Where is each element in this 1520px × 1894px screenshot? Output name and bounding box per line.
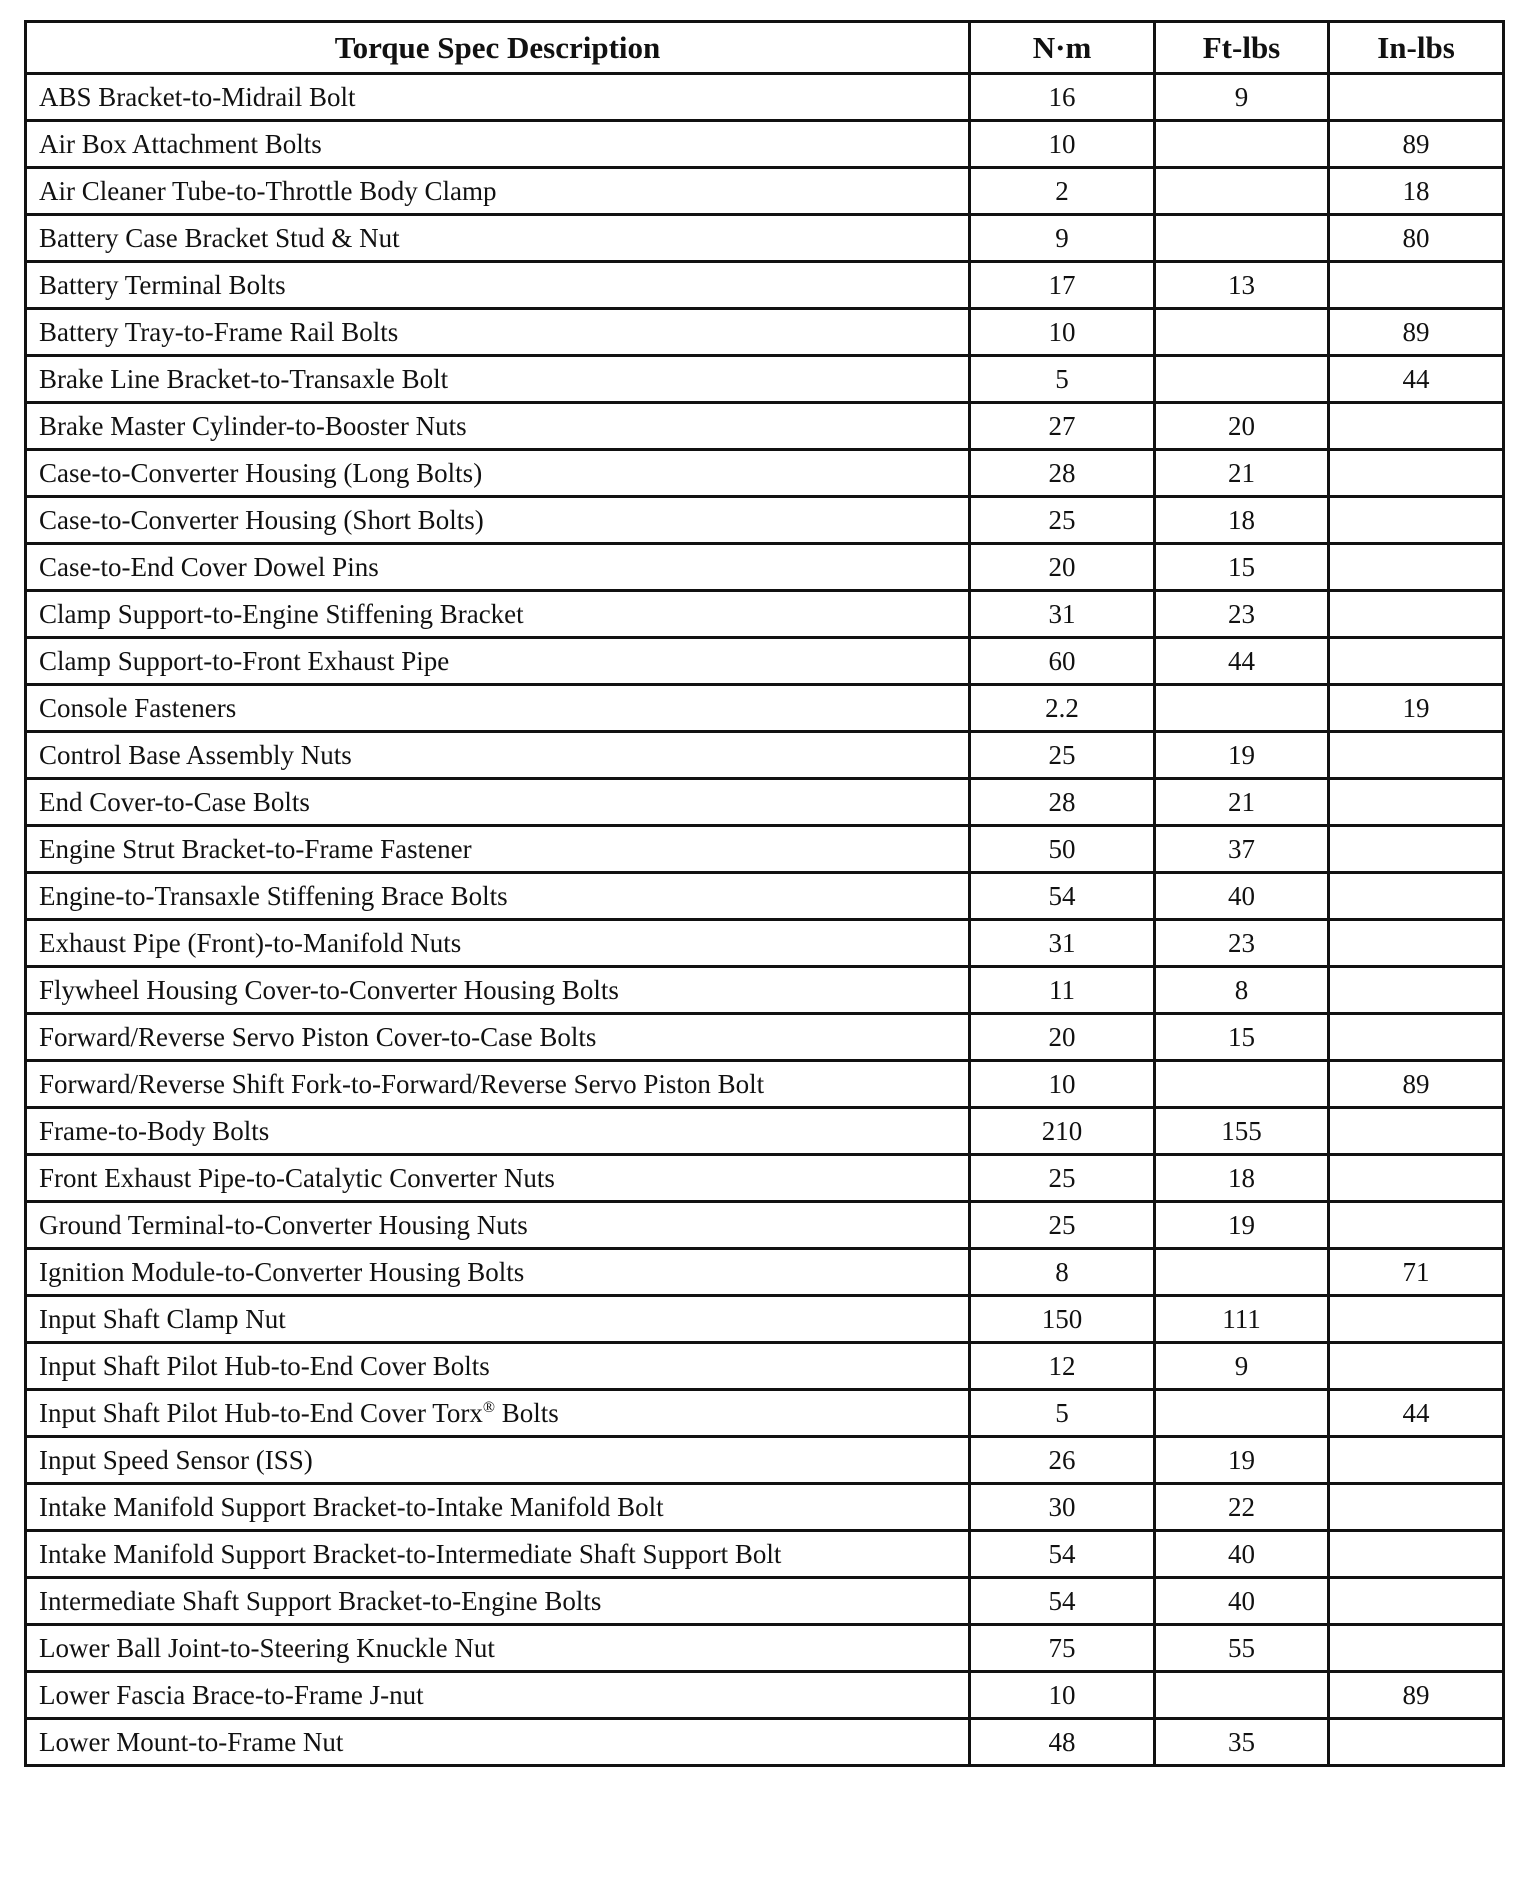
cell-ftlbs: 55	[1155, 1625, 1329, 1672]
description-text: Console Fasteners	[39, 692, 237, 723]
table-row	[26, 1249, 1504, 1296]
cell-nm: 20	[970, 1014, 1155, 1061]
cell-nm: 17	[970, 262, 1155, 309]
table-row	[26, 1531, 1504, 1578]
description-text: Air Box Attachment Bolts	[39, 128, 322, 159]
cell-inlbs	[1329, 1531, 1504, 1578]
cell-ftlbs	[1155, 1249, 1329, 1296]
cell-inlbs	[1329, 403, 1504, 450]
cell-description	[26, 1155, 970, 1202]
cell-ftlbs: 37	[1155, 826, 1329, 873]
table-row	[26, 1061, 1504, 1108]
table-row	[26, 497, 1504, 544]
header-nm: N·m	[970, 22, 1155, 74]
cell-description	[26, 74, 970, 121]
cell-description	[26, 1343, 970, 1390]
cell-inlbs: 89	[1329, 1672, 1504, 1719]
cell-inlbs	[1329, 450, 1504, 497]
table-row	[26, 1296, 1504, 1343]
table-row	[26, 1672, 1504, 1719]
cell-ftlbs: 23	[1155, 920, 1329, 967]
table-row	[26, 544, 1504, 591]
cell-nm: 8	[970, 1249, 1155, 1296]
cell-description	[26, 309, 970, 356]
table-row	[26, 262, 1504, 309]
description-text: Engine Strut Bracket-to-Frame Fastener	[39, 833, 472, 864]
description-text: Battery Terminal Bolts	[39, 269, 286, 300]
cell-inlbs	[1329, 1719, 1504, 1766]
cell-nm: 10	[970, 1672, 1155, 1719]
cell-nm: 27	[970, 403, 1155, 450]
cell-description	[26, 638, 970, 685]
description-text: Lower Mount-to-Frame Nut	[39, 1726, 344, 1757]
table-header-row	[26, 22, 1504, 74]
cell-nm: 31	[970, 591, 1155, 638]
description-text: Battery Tray-to-Frame Rail Bolts	[39, 316, 399, 347]
cell-nm: 25	[970, 1202, 1155, 1249]
cell-nm: 2.2	[970, 685, 1155, 732]
cell-ftlbs	[1155, 356, 1329, 403]
cell-ftlbs: 35	[1155, 1719, 1329, 1766]
header-inlbs: In-lbs	[1329, 22, 1504, 74]
cell-description	[26, 1014, 970, 1061]
cell-inlbs	[1329, 544, 1504, 591]
cell-description	[26, 1249, 970, 1296]
table-row	[26, 74, 1504, 121]
cell-ftlbs: 21	[1155, 779, 1329, 826]
cell-inlbs	[1329, 1578, 1504, 1625]
table-row	[26, 403, 1504, 450]
cell-description	[26, 779, 970, 826]
cell-ftlbs	[1155, 685, 1329, 732]
cell-ftlbs	[1155, 309, 1329, 356]
cell-ftlbs: 18	[1155, 1155, 1329, 1202]
description-text: Case-to-Converter Housing (Long Bolts)	[39, 457, 483, 488]
table-row	[26, 1578, 1504, 1625]
cell-description	[26, 356, 970, 403]
cell-description	[26, 450, 970, 497]
description-text: Air Cleaner Tube-to-Throttle Body Clamp	[39, 175, 497, 206]
description-text: Clamp Support-to-Front Exhaust Pipe	[39, 645, 450, 676]
cell-inlbs: 19	[1329, 685, 1504, 732]
description-text: Exhaust Pipe (Front)-to-Manifold Nuts	[39, 927, 462, 958]
cell-inlbs	[1329, 1155, 1504, 1202]
table-row	[26, 450, 1504, 497]
description-text: Ground Terminal-to-Converter Housing Nuts	[39, 1209, 528, 1240]
cell-ftlbs: 40	[1155, 873, 1329, 920]
cell-inlbs	[1329, 1437, 1504, 1484]
description-text: Lower Ball Joint-to-Steering Knuckle Nut	[39, 1632, 495, 1663]
cell-description	[26, 732, 970, 779]
cell-inlbs	[1329, 1484, 1504, 1531]
table-row	[26, 1484, 1504, 1531]
description-text: Clamp Support-to-Engine Stiffening Bracket	[39, 598, 524, 629]
cell-nm: 210	[970, 1108, 1155, 1155]
cell-nm: 28	[970, 450, 1155, 497]
cell-description	[26, 1108, 970, 1155]
cell-description	[26, 873, 970, 920]
cell-ftlbs	[1155, 121, 1329, 168]
cell-nm: 5	[970, 356, 1155, 403]
cell-nm: 150	[970, 1296, 1155, 1343]
cell-inlbs: 80	[1329, 215, 1504, 262]
table-row	[26, 732, 1504, 779]
cell-ftlbs: 15	[1155, 1014, 1329, 1061]
description-text: Frame-to-Body Bolts	[39, 1115, 270, 1146]
cell-nm: 54	[970, 873, 1155, 920]
cell-nm: 10	[970, 309, 1155, 356]
cell-inlbs: 89	[1329, 1061, 1504, 1108]
table-row	[26, 826, 1504, 873]
cell-ftlbs: 22	[1155, 1484, 1329, 1531]
cell-nm: 26	[970, 1437, 1155, 1484]
cell-description	[26, 1202, 970, 1249]
cell-description	[26, 920, 970, 967]
cell-ftlbs: 111	[1155, 1296, 1329, 1343]
table-row	[26, 1625, 1504, 1672]
cell-ftlbs	[1155, 1061, 1329, 1108]
cell-ftlbs: 19	[1155, 1202, 1329, 1249]
table-row	[26, 215, 1504, 262]
table-row	[26, 685, 1504, 732]
description-text: Lower Fascia Brace-to-Frame J-nut	[39, 1679, 424, 1710]
cell-description	[26, 262, 970, 309]
table-row	[26, 1719, 1504, 1766]
table-row	[26, 1437, 1504, 1484]
cell-ftlbs	[1155, 1390, 1329, 1437]
cell-nm: 31	[970, 920, 1155, 967]
header-ftlbs: Ft-lbs	[1155, 22, 1329, 74]
cell-ftlbs: 40	[1155, 1531, 1329, 1578]
description-text: Front Exhaust Pipe-to-Catalytic Converter Nuts	[39, 1162, 555, 1193]
cell-description	[26, 403, 970, 450]
description-text: Forward/Reverse Shift Fork-to-Forward/Reverse Servo Piston Bolt	[39, 1068, 765, 1099]
description-text: Case-to-Converter Housing (Short Bolts)	[39, 504, 484, 535]
cell-description	[26, 168, 970, 215]
cell-nm: 25	[970, 1155, 1155, 1202]
cell-inlbs: 89	[1329, 121, 1504, 168]
cell-inlbs	[1329, 497, 1504, 544]
description-text: End Cover-to-Case Bolts	[39, 786, 310, 817]
cell-nm: 75	[970, 1625, 1155, 1672]
table-row	[26, 1108, 1504, 1155]
cell-nm: 60	[970, 638, 1155, 685]
cell-inlbs	[1329, 1343, 1504, 1390]
description-text: Battery Case Bracket Stud & Nut	[39, 222, 400, 253]
cell-nm: 11	[970, 967, 1155, 1014]
torque-spec-sheet	[24, 20, 1502, 1767]
cell-ftlbs	[1155, 168, 1329, 215]
cell-inlbs	[1329, 779, 1504, 826]
cell-description	[26, 1061, 970, 1108]
cell-ftlbs: 9	[1155, 74, 1329, 121]
table-row	[26, 920, 1504, 967]
table-row	[26, 356, 1504, 403]
cell-nm: 48	[970, 1719, 1155, 1766]
cell-nm: 9	[970, 215, 1155, 262]
cell-inlbs: 44	[1329, 1390, 1504, 1437]
cell-ftlbs: 15	[1155, 544, 1329, 591]
table-row	[26, 168, 1504, 215]
cell-ftlbs	[1155, 215, 1329, 262]
cell-nm: 28	[970, 779, 1155, 826]
description-text: Input Speed Sensor (ISS)	[39, 1444, 313, 1475]
cell-description	[26, 1296, 970, 1343]
cell-ftlbs: 155	[1155, 1108, 1329, 1155]
cell-ftlbs: 40	[1155, 1578, 1329, 1625]
cell-ftlbs: 20	[1155, 403, 1329, 450]
cell-inlbs	[1329, 967, 1504, 1014]
cell-nm: 54	[970, 1578, 1155, 1625]
cell-inlbs	[1329, 920, 1504, 967]
description-text: Intermediate Shaft Support Bracket-to-Engine Bolts	[39, 1585, 602, 1616]
cell-inlbs	[1329, 873, 1504, 920]
description-text: Input Shaft Clamp Nut	[39, 1303, 286, 1334]
cell-nm: 16	[970, 74, 1155, 121]
description-text: ABS Bracket-to-Midrail Bolt	[39, 81, 356, 112]
description-text: Intake Manifold Support Bracket-to-Intermediate Shaft Support Bolt	[39, 1538, 782, 1569]
description-text: Input Shaft Pilot Hub-to-End Cover Torx	[39, 1397, 483, 1428]
cell-description	[26, 1625, 970, 1672]
table-row	[26, 1155, 1504, 1202]
cell-description	[26, 967, 970, 1014]
description-text: Brake Master Cylinder-to-Booster Nuts	[39, 410, 467, 441]
cell-description	[26, 121, 970, 168]
cell-description	[26, 497, 970, 544]
cell-inlbs	[1329, 74, 1504, 121]
cell-description	[26, 215, 970, 262]
cell-description	[26, 685, 970, 732]
cell-nm: 12	[970, 1343, 1155, 1390]
cell-ftlbs: 23	[1155, 591, 1329, 638]
torque-spec-table	[24, 20, 1505, 1767]
cell-nm: 50	[970, 826, 1155, 873]
cell-inlbs	[1329, 732, 1504, 779]
description-text: Engine-to-Transaxle Stiffening Brace Bolts	[39, 880, 508, 911]
cell-nm: 10	[970, 121, 1155, 168]
cell-description	[26, 591, 970, 638]
description-text: Control Base Assembly Nuts	[39, 739, 352, 770]
cell-description	[26, 1437, 970, 1484]
cell-description	[26, 1390, 970, 1437]
cell-description	[26, 1531, 970, 1578]
cell-ftlbs: 21	[1155, 450, 1329, 497]
table-row	[26, 591, 1504, 638]
description-text: Ignition Module-to-Converter Housing Bolts	[39, 1256, 525, 1287]
cell-description	[26, 544, 970, 591]
cell-ftlbs: 9	[1155, 1343, 1329, 1390]
cell-nm: 5	[970, 1390, 1155, 1437]
cell-nm: 20	[970, 544, 1155, 591]
cell-description	[26, 1484, 970, 1531]
cell-ftlbs: 19	[1155, 732, 1329, 779]
table-row	[26, 638, 1504, 685]
cell-ftlbs: 18	[1155, 497, 1329, 544]
registered-mark: ®	[482, 1398, 495, 1416]
cell-nm: 30	[970, 1484, 1155, 1531]
cell-description	[26, 1578, 970, 1625]
cell-nm: 25	[970, 732, 1155, 779]
description-text: Intake Manifold Support Bracket-to-Intake Manifold Bolt	[39, 1491, 664, 1522]
table-row	[26, 1343, 1504, 1390]
description-text: Brake Line Bracket-to-Transaxle Bolt	[39, 363, 449, 394]
cell-description	[26, 826, 970, 873]
cell-inlbs	[1329, 591, 1504, 638]
table-row	[26, 309, 1504, 356]
description-tail: Bolts	[494, 1397, 559, 1428]
cell-inlbs: 89	[1329, 309, 1504, 356]
table-row	[26, 1014, 1504, 1061]
table-row	[26, 1390, 1504, 1437]
cell-inlbs	[1329, 1108, 1504, 1155]
cell-inlbs	[1329, 1625, 1504, 1672]
cell-nm: 2	[970, 168, 1155, 215]
cell-nm: 54	[970, 1531, 1155, 1578]
cell-inlbs	[1329, 638, 1504, 685]
cell-inlbs: 71	[1329, 1249, 1504, 1296]
table-row	[26, 779, 1504, 826]
cell-ftlbs: 8	[1155, 967, 1329, 1014]
table-row	[26, 967, 1504, 1014]
cell-ftlbs: 44	[1155, 638, 1329, 685]
cell-ftlbs: 13	[1155, 262, 1329, 309]
cell-inlbs	[1329, 262, 1504, 309]
cell-inlbs	[1329, 1014, 1504, 1061]
cell-inlbs	[1329, 1202, 1504, 1249]
cell-ftlbs: 19	[1155, 1437, 1329, 1484]
description-text: Forward/Reverse Servo Piston Cover-to-Case Bolts	[39, 1021, 597, 1052]
cell-ftlbs	[1155, 1672, 1329, 1719]
cell-nm: 25	[970, 497, 1155, 544]
cell-inlbs: 18	[1329, 168, 1504, 215]
cell-inlbs: 44	[1329, 356, 1504, 403]
cell-inlbs	[1329, 1296, 1504, 1343]
cell-description	[26, 1719, 970, 1766]
table-row	[26, 121, 1504, 168]
table-body	[26, 74, 1504, 1766]
cell-description	[26, 1672, 970, 1719]
table-row	[26, 1202, 1504, 1249]
cell-inlbs	[1329, 826, 1504, 873]
cell-nm: 10	[970, 1061, 1155, 1108]
header-description: Torque Spec Description	[26, 22, 970, 74]
description-text: Case-to-End Cover Dowel Pins	[39, 551, 379, 582]
description-text: Flywheel Housing Cover-to-Converter Housing Bolts	[39, 974, 619, 1005]
description-text: Input Shaft Pilot Hub-to-End Cover Bolts	[39, 1350, 490, 1381]
table-row	[26, 873, 1504, 920]
